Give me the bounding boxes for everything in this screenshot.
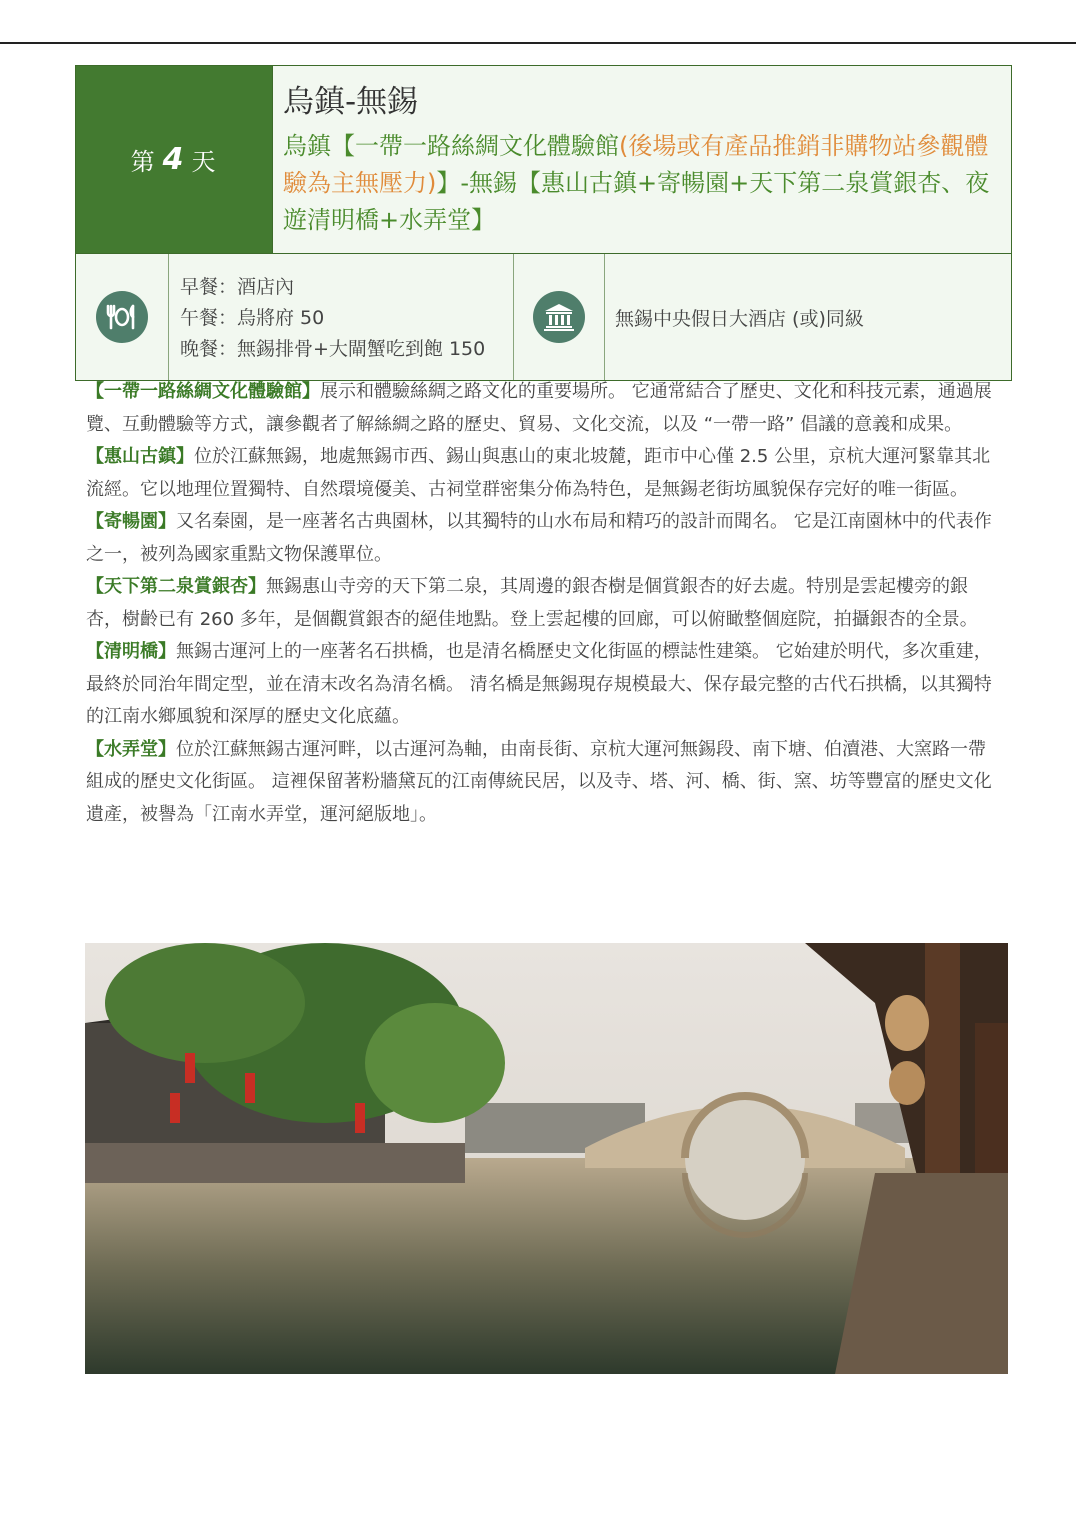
dinner-text: 晚餐：無錫排骨+大閘蟹吃到飽 150 bbox=[180, 338, 486, 360]
meal-icon-cell bbox=[76, 254, 169, 380]
lunch-text: 午餐：烏將府 50 bbox=[180, 307, 325, 329]
section-water-alley bbox=[86, 734, 1002, 832]
route-description bbox=[283, 128, 1001, 239]
day-header-row bbox=[76, 66, 1011, 254]
header-rule bbox=[0, 42, 1076, 44]
section-silk-road bbox=[86, 376, 1002, 441]
day-suffix: 天 bbox=[191, 148, 218, 176]
section-text: 展示和體驗絲綢之路文化的重要場所。 它通常結合了歷史、文化和科技元素，通過展覽、互動體驗等方式，讓參觀者了解絲綢之路的歷史、貿易、文化交流，以及 “一帶一路” 倡議的意義和成果。 bbox=[86, 381, 992, 435]
section-term: 【天下第二泉賞銀杏】 bbox=[86, 576, 266, 597]
day-badge bbox=[76, 66, 272, 253]
itinerary-day-table bbox=[75, 65, 1012, 381]
route-part-1: 烏鎮【一帶一路絲綢文化體驗館 bbox=[283, 132, 619, 160]
section-text: 位於江蘇無錫古運河畔，以古運河為軸，由南長街、京杭大運河無錫段、南下塘、伯瀆港、大窯路一帶組成的歷史文化街區。 這裡保留著粉牆黛瓦的江南傳統民居，以及寺、塔、河、橋、街、窯、坊等豐富的歷史文化遺產，被譽為「江南水弄堂，運河絕版地」。 bbox=[86, 738, 992, 825]
section-text: 無錫惠山寺旁的天下第二泉，其周邊的銀杏樹是個賞銀杏的好去處。特別是雲起樓旁的銀杏，樹齡已有 260 多年，是個觀賞銀杏的絕佳地點。登上雲起樓的回廊，可以俯瞰整個庭院，拍攝銀杏的全景。 bbox=[86, 576, 978, 630]
day-number: 4 bbox=[162, 142, 186, 177]
section-jichang-garden bbox=[86, 506, 1002, 571]
section-huishan bbox=[86, 441, 1002, 506]
section-text: 無錫古運河上的一座著名石拱橋，也是清名橋歷史文化街區的標誌性建築。 它始建於明代，多次重建，最終於同治年間定型，並在清末改名為清名橋。 清名橋是無錫現存規模最大、保存最完整的古代石拱橋，以其獨特的江南水鄉風貌和深厚的歷史文化底蘊。 bbox=[86, 641, 992, 727]
day-title-cell bbox=[272, 66, 1011, 253]
restaurant-icon bbox=[96, 291, 148, 343]
section-term: 【惠山古鎮】 bbox=[86, 446, 194, 467]
meal-hotel-row bbox=[76, 254, 1011, 380]
section-term: 【一帶一路絲綢文化體驗館】 bbox=[86, 381, 320, 402]
hotel-name: 無錫中央假日大酒店 (或)同級 bbox=[615, 307, 864, 330]
section-qingming-bridge bbox=[86, 636, 1002, 734]
canal-bridge-photo bbox=[85, 943, 1008, 1374]
hotel-icon-cell bbox=[514, 254, 605, 380]
hotel-building-icon bbox=[533, 291, 585, 343]
section-text: 又名秦園，是一座著名古典園林，以其獨特的山水布局和精巧的設計而聞名。 它是江南園林中的代表作之一，被列為國家重點文物保護單位。 bbox=[86, 511, 992, 565]
section-term: 【水弄堂】 bbox=[86, 738, 176, 760]
day-prefix: 第 bbox=[130, 148, 157, 176]
section-text: 位於江蘇無錫，地處無錫市西、錫山與惠山的東北坡麓，距市中心僅 2.5 公里，京杭大運河緊靠其北流經。它以地理位置獨特、自然環境優美、古祠堂群密集分佈為特色，是無錫老街坊風貌保存完好的唯一街區。 bbox=[86, 446, 991, 500]
meal-list bbox=[169, 254, 514, 380]
section-term: 【清明橋】 bbox=[86, 641, 176, 662]
day-title: 烏鎮-無錫 bbox=[283, 84, 419, 120]
section-term: 【寄暢園】 bbox=[86, 511, 176, 532]
route-part-2: 】-無錫【惠山古鎮+寄暢園+天下第二泉賞銀杏、夜遊清明橋+水弄堂】 bbox=[283, 169, 990, 234]
section-second-spring bbox=[86, 571, 1002, 636]
route-note: (後場或有產品推銷非購物站參觀體驗為主無壓力) bbox=[283, 132, 989, 197]
attraction-descriptions bbox=[86, 376, 1002, 831]
breakfast-text: 早餐：酒店內 bbox=[180, 276, 295, 298]
